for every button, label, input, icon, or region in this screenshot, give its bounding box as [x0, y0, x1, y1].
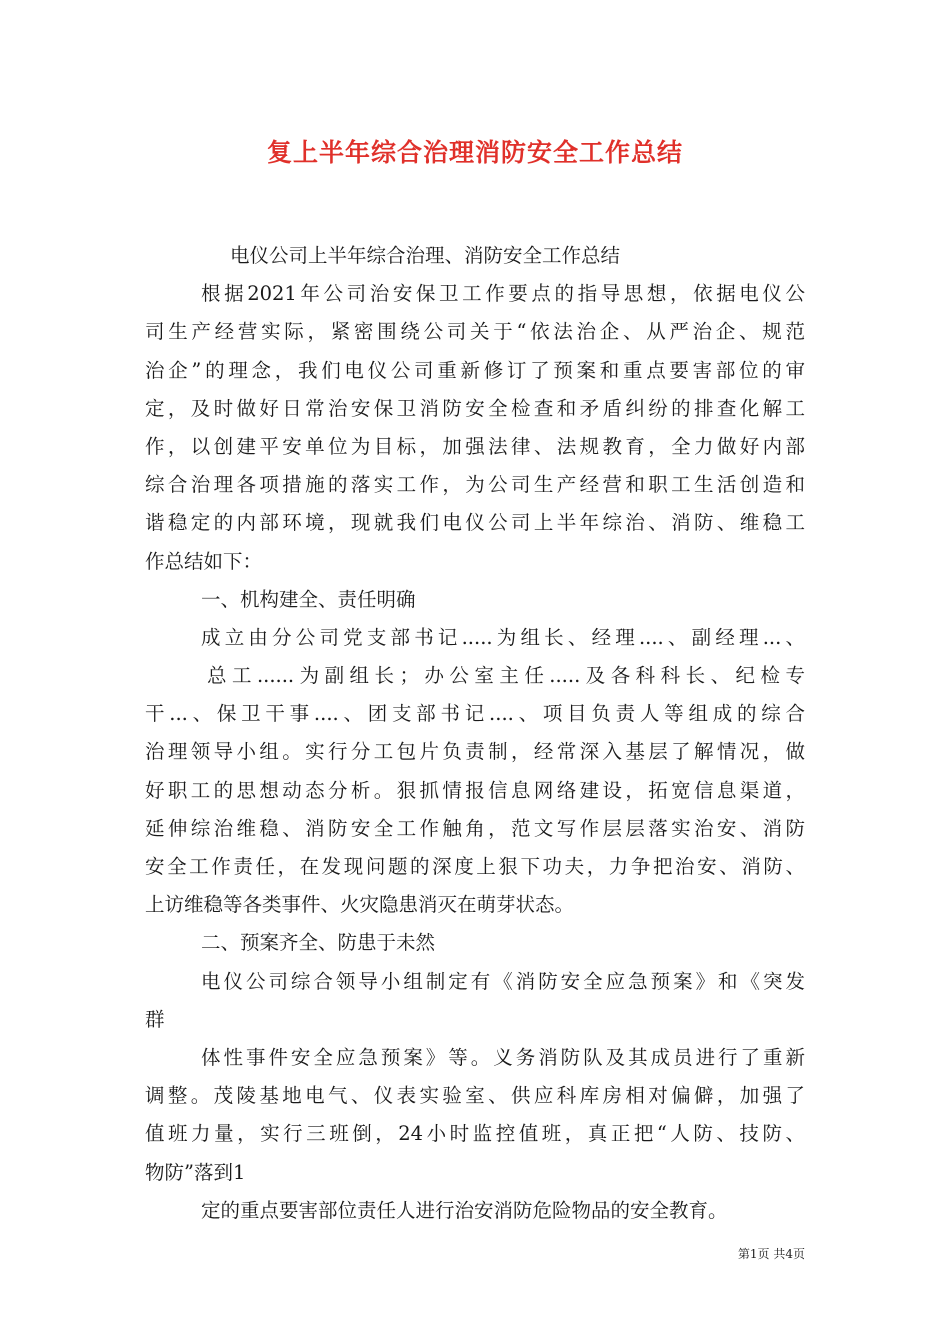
paragraph-line: 成立由分公司党支部书记.....为组长、经理....、副经理...、 — [201, 625, 805, 649]
document-body — [145, 237, 805, 1230]
paragraph-line: 治理领导小组。实行分工包片负责制，经常深入基层了解情况，做 — [145, 740, 805, 764]
paragraph-line: 治企”的理念，我们电仪公司重新修订了预案和重点要害部位的审 — [145, 358, 805, 382]
paragraph-line: 延伸综治维稳、消防安全工作触角，范文写作层层落实治安、消防 — [145, 816, 805, 840]
paragraph-line: 好职工的思想动态分析。狠抓情报信息网络建设，拓宽信息渠道， — [145, 778, 805, 802]
section-heading: 二、预案齐全、防患于未然 — [201, 931, 436, 955]
paragraph-line: 司生产经营实际，紧密围绕公司关于“依法治企、从严治企、规范 — [145, 320, 805, 344]
paragraph-line: 定，及时做好日常治安保卫消防安全检查和矛盾纠纷的排查化解工 — [145, 396, 805, 420]
page-number: 第1页 共4页 — [737, 1247, 805, 1261]
paragraph-line: 值班力量，实行三班倒，24小时监控值班，真正把“人防、技防、 — [145, 1122, 805, 1146]
paragraph-line: 调整。茂陵基地电气、仪表实验室、供应科库房相对偏僻，加强了 — [145, 1084, 805, 1108]
paragraph-line: 电仪公司综合领导小组制定有《消防安全应急预案》和《突发 — [201, 969, 805, 993]
paragraph-line: 总工......为副组长；办公室主任.....及各科科长、纪检专 — [207, 664, 805, 688]
paragraph-line: 上访维稳等各类事件、火灾隐患消灭在萌芽状态。 — [145, 893, 575, 917]
paragraph-line: 安全工作责任，在发现问题的深度上狠下功夫，力争把治安、消防、 — [145, 855, 805, 878]
section-heading: 一、机构建全、责任明确 — [201, 587, 416, 611]
paragraph-line: 谐稳定的内部环境，现就我们电仪公司上半年综治、消防、维稳工 — [145, 511, 805, 535]
paragraph-line: 定的重点要害部位责任人进行治安消防危险物品的安全教育。 — [201, 1198, 728, 1222]
paragraph-line: 群 — [145, 1007, 165, 1031]
paragraph-line: 物防”落到1 — [145, 1160, 246, 1184]
paragraph-line: 综合治理各项措施的落实工作，为公司生产经营和职工生活创造和 — [145, 473, 805, 497]
paragraph-line: 作，以创建平安单位为目标，加强法律、法规教育，全力做好内部 — [145, 434, 805, 458]
document-title: 复上半年综合治理消防安全工作总结 — [266, 138, 683, 167]
subtitle-line: 电仪公司上半年综合治理、消防安全工作总结 — [230, 244, 621, 267]
paragraph-line: 作总结如下： — [145, 549, 263, 573]
paragraph-line: 体性事件安全应急预案》等。义务消防队及其成员进行了重新 — [201, 1045, 805, 1069]
paragraph-line: 干...、保卫干事....、团支部书记....、项目负责人等组成的综合 — [145, 702, 805, 726]
paragraph-line: 根据2021年公司治安保卫工作要点的指导思想，依据电仪公 — [201, 282, 805, 306]
